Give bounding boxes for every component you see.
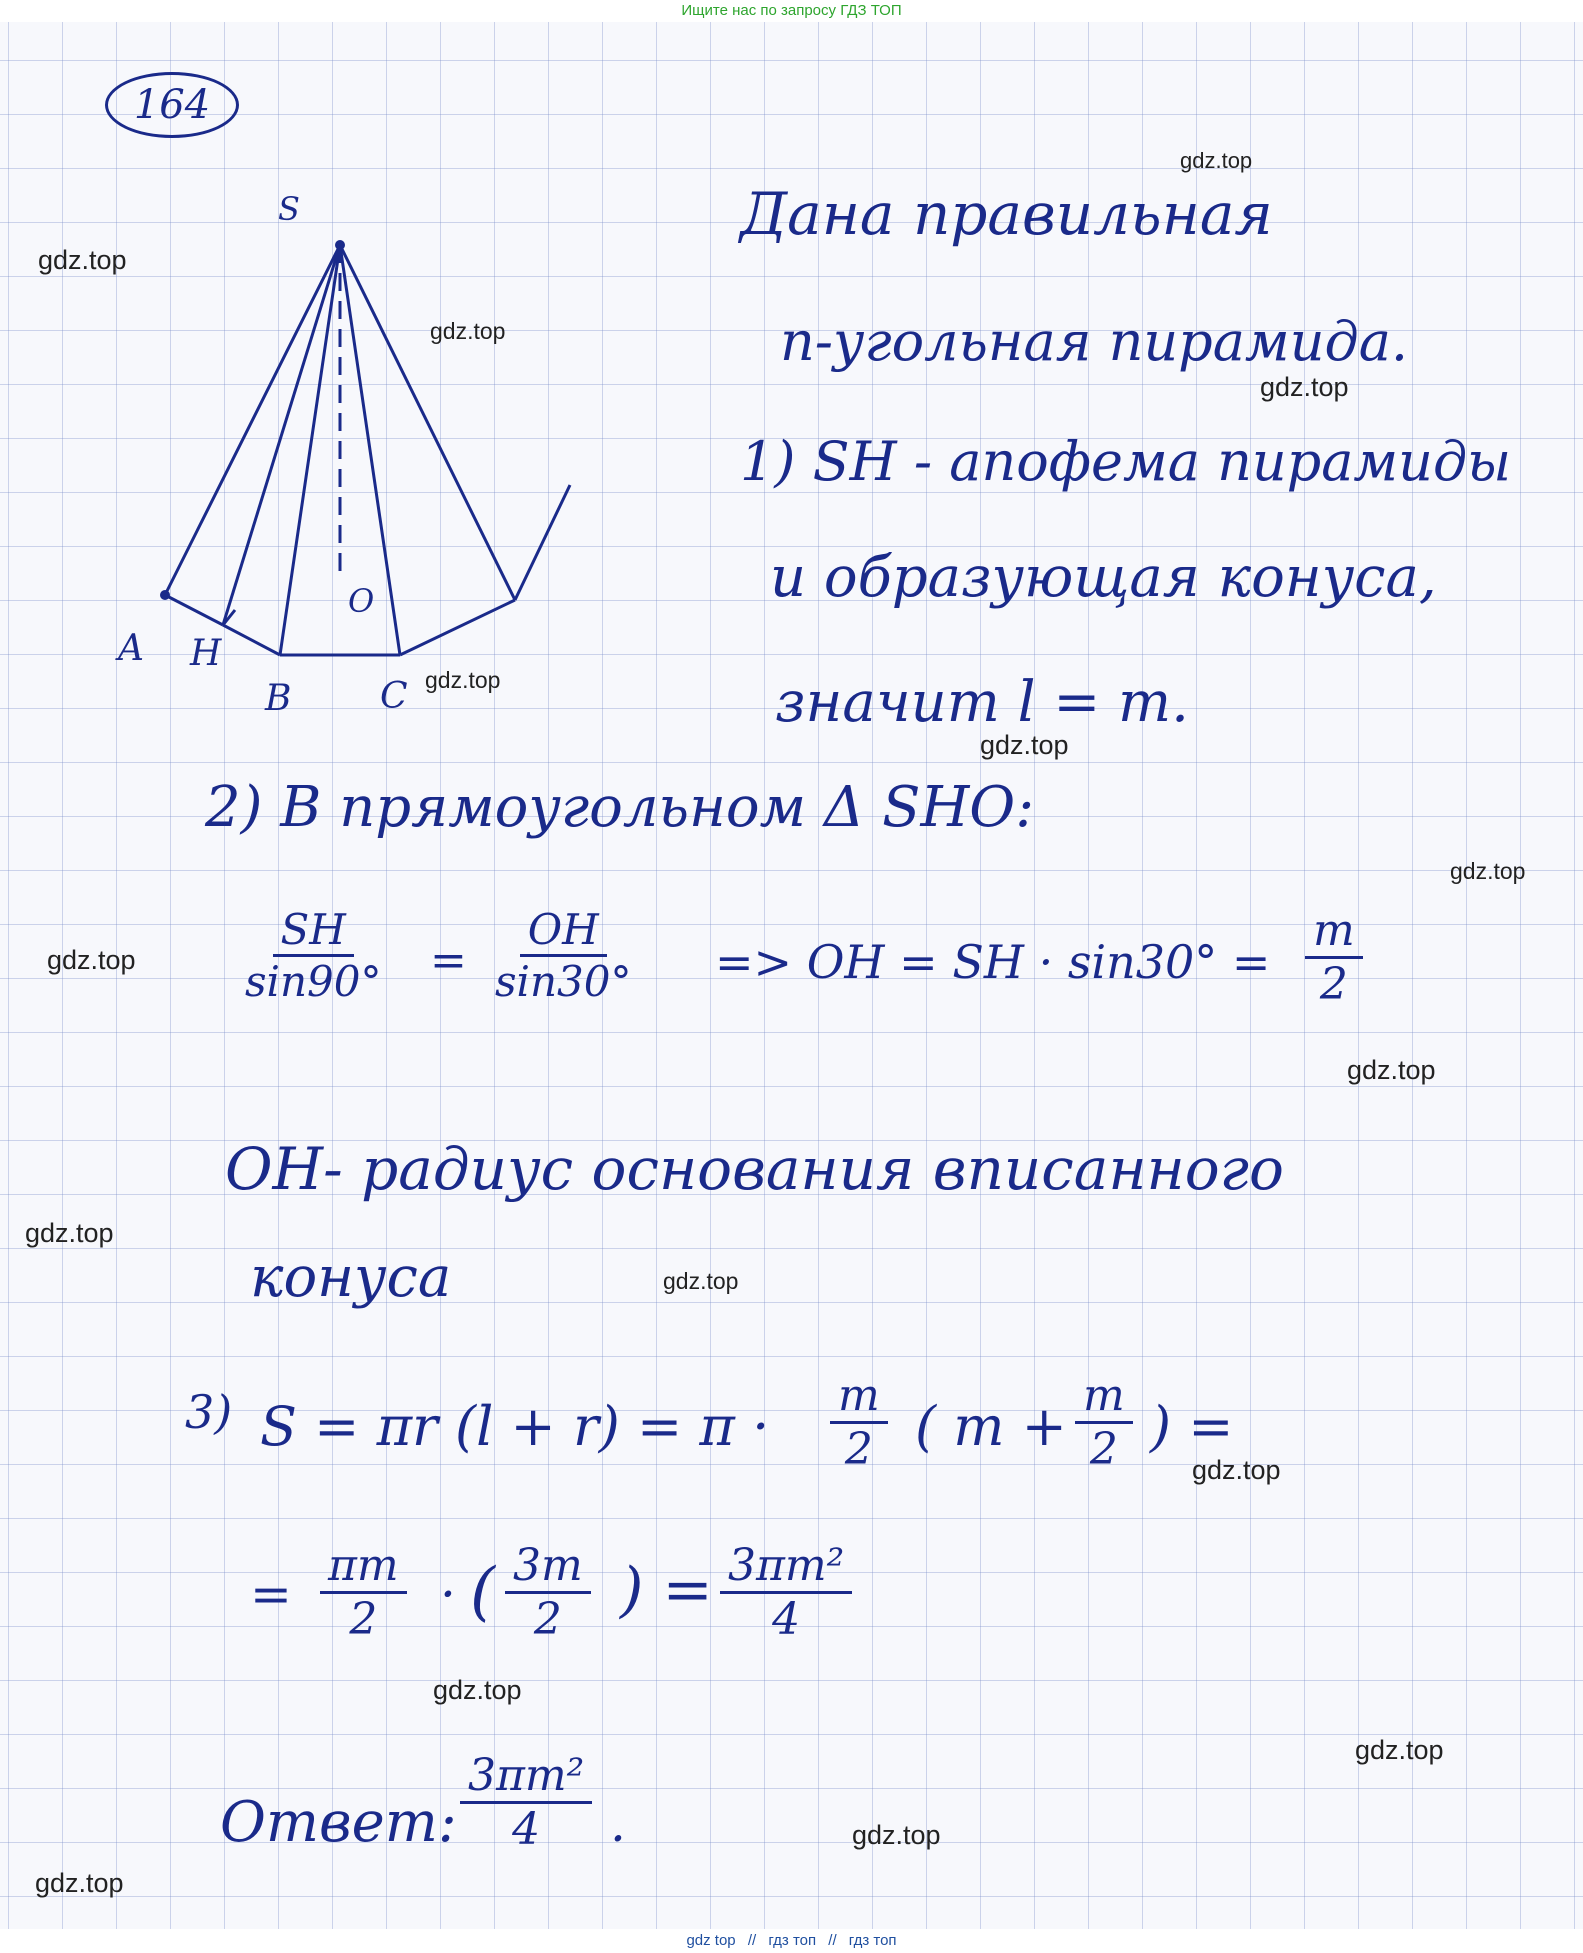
fraction-oh-sin30 bbox=[495, 905, 631, 1006]
text-line-1: Дана правильная bbox=[740, 180, 1273, 248]
answer-end: . bbox=[610, 1795, 626, 1853]
vertex-a-dot bbox=[160, 590, 170, 600]
watermark: gdz.top bbox=[425, 667, 501, 693]
text-line-4: и образующая конуса, bbox=[770, 545, 1437, 610]
watermark: gdz.top bbox=[47, 945, 136, 975]
label-a: A bbox=[118, 628, 144, 669]
fraction-denominator: sin90° bbox=[245, 957, 382, 1006]
text-line-10-end: ) = bbox=[1150, 1395, 1234, 1458]
fraction-3pim2-4-b bbox=[460, 1750, 592, 1855]
fraction-numerator: πm bbox=[320, 1540, 407, 1594]
text-line-6: 2) В прямоугольном Δ SHO: bbox=[205, 775, 1035, 840]
fraction-denominator: 4 bbox=[512, 1804, 541, 1855]
top-banner[interactable]: Ищите нас по запросу ГДЗ ТОП bbox=[0, 0, 1583, 22]
footer-separator: // bbox=[828, 1932, 837, 1949]
fraction-pim-2 bbox=[320, 1540, 407, 1645]
footer-links bbox=[0, 1929, 1583, 1953]
fraction-numerator: SH bbox=[273, 905, 354, 957]
label-h: H bbox=[190, 633, 222, 674]
text-line-5: значит l = m. bbox=[775, 670, 1189, 735]
text-line-11-eq: = bbox=[250, 1565, 292, 1623]
fraction-denominator: 2 bbox=[1319, 959, 1348, 1010]
watermark: gdz.top bbox=[852, 1820, 941, 1850]
apothem-sh bbox=[223, 245, 340, 625]
fraction-m-2-a bbox=[1305, 905, 1363, 1010]
watermark: gdz.top bbox=[1260, 372, 1349, 402]
fraction-m-2-c bbox=[1075, 1370, 1133, 1475]
fraction-denominator: sin30° bbox=[495, 957, 632, 1006]
footer-link-gdz-top[interactable]: gdz top bbox=[686, 1932, 736, 1949]
watermark: gdz.top bbox=[1450, 858, 1526, 884]
fraction-3pim2-4-a bbox=[720, 1540, 852, 1645]
fraction-m-2-b bbox=[830, 1370, 888, 1475]
footer-separator: // bbox=[747, 1932, 757, 1949]
fraction-denominator: 2 bbox=[844, 1424, 873, 1475]
fraction-numerator: m bbox=[830, 1370, 888, 1424]
fraction-numerator: 3m bbox=[505, 1540, 591, 1594]
fraction-denominator: 2 bbox=[533, 1594, 562, 1645]
label-b: B bbox=[265, 678, 292, 719]
text-line-11-paren-open: ( bbox=[470, 1555, 495, 1629]
problem-number: 164 bbox=[105, 72, 239, 138]
text-line-3: 1) SH - апофема пирамиды bbox=[740, 430, 1512, 493]
watermark: gdz.top bbox=[25, 1218, 114, 1248]
watermark: gdz.top bbox=[1180, 148, 1253, 173]
fraction-sh-sin90 bbox=[245, 905, 381, 1006]
fraction-denominator: 2 bbox=[349, 1594, 378, 1645]
watermark: gdz.top bbox=[1347, 1055, 1436, 1085]
watermark: gdz.top bbox=[433, 1675, 522, 1705]
text-line-11-mid: · bbox=[440, 1565, 456, 1623]
watermark: gdz.top bbox=[980, 730, 1069, 760]
fraction-numerator: OH bbox=[520, 905, 607, 957]
base-hb bbox=[223, 625, 280, 655]
vertex-s-dot bbox=[335, 240, 345, 250]
fraction-denominator: 2 bbox=[1089, 1424, 1118, 1475]
base-d-extend bbox=[515, 485, 570, 600]
text-line-11-paren-close: ) = bbox=[620, 1555, 713, 1625]
text-line-2: n-угольная пирамида. bbox=[780, 310, 1409, 373]
text-line-7: => OH = SH · sin30° = bbox=[715, 935, 1271, 989]
text-line-8: OH- радиус основания вписанного bbox=[225, 1135, 1284, 1203]
label-s: S bbox=[278, 190, 300, 228]
watermark: gdz.top bbox=[430, 318, 506, 344]
watermark: gdz.top bbox=[1355, 1735, 1444, 1765]
fraction-3m-2 bbox=[505, 1540, 591, 1645]
watermark: gdz.top bbox=[663, 1268, 739, 1294]
footer-link-gdz-top-ru-2[interactable]: гдз топ bbox=[848, 1932, 897, 1949]
step-3-label: 3) bbox=[185, 1385, 233, 1439]
label-c: C bbox=[380, 676, 408, 717]
text-line-10-paren: ( m + bbox=[915, 1395, 1067, 1458]
fraction-numerator: 3πm² bbox=[720, 1540, 852, 1594]
base-ah bbox=[165, 595, 223, 625]
equals-sign: = bbox=[430, 935, 467, 986]
watermark: gdz.top bbox=[38, 245, 127, 275]
text-line-10: S = πr (l + r) = π · bbox=[260, 1395, 770, 1458]
answer-label: Ответ: bbox=[220, 1790, 457, 1855]
watermark: gdz.top bbox=[1192, 1455, 1281, 1485]
base-cd bbox=[400, 600, 515, 655]
fraction-denominator: 4 bbox=[772, 1594, 801, 1645]
footer-link-gdz-top-ru[interactable]: гдз топ bbox=[768, 1932, 817, 1949]
fraction-numerator: 3πm² bbox=[460, 1750, 592, 1804]
fraction-numerator: m bbox=[1305, 905, 1363, 959]
fraction-numerator: m bbox=[1075, 1370, 1133, 1424]
text-line-9: конуса bbox=[250, 1245, 452, 1310]
watermark: gdz.top bbox=[35, 1868, 124, 1898]
label-o: O bbox=[348, 582, 375, 620]
